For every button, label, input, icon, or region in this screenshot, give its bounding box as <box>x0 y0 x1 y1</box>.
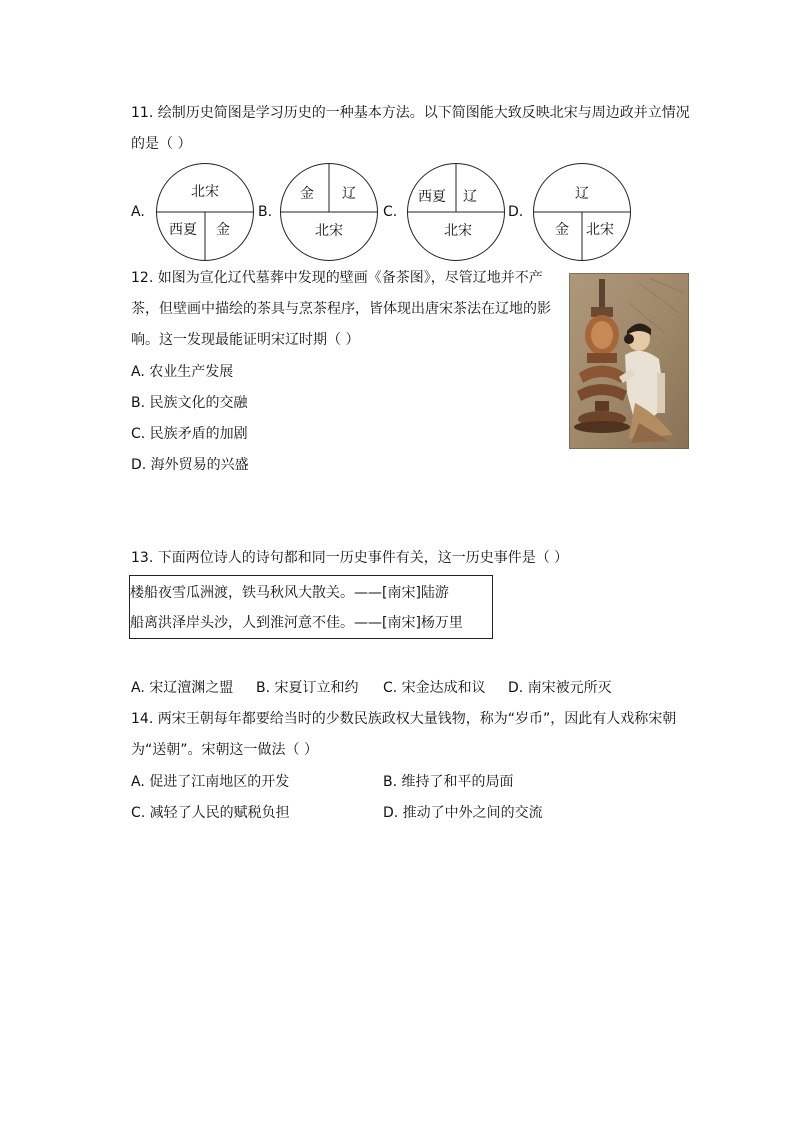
q13-option-b: B. 宋夏订立和约 <box>256 680 359 696</box>
q12-stem-line3: 响。这一发现最能证明宋辽时期（ ） <box>131 332 360 348</box>
q11-c-label-bottom: 北宋 <box>444 223 472 239</box>
q14-stem-line1: 14. 两宋王朝每年都要给当时的少数民族政权大量钱物，称为“岁币”，因此有人戏称宋朝 <box>131 711 677 727</box>
q11-b-label-bottom: 北宋 <box>315 223 343 239</box>
q11-a-label-bottom-left: 西夏 <box>169 222 197 238</box>
q14-stem-line2: 为“送朝”。宋朝这一做法（ ） <box>131 742 318 758</box>
q11-option-a-diagram <box>155 162 255 262</box>
q11-a-label-top: 北宋 <box>191 184 219 200</box>
q11-option-d-diagram <box>532 162 632 262</box>
poem-quote-box <box>129 575 493 639</box>
q12-option-c: C. 民族矛盾的加剧 <box>131 426 248 442</box>
tea-preparation-mural-image <box>569 273 689 449</box>
q11-option-d-letter: D. <box>508 204 524 220</box>
q12-option-a: A. 农业生产发展 <box>131 364 234 380</box>
q13-stem: 13. 下面两位诗人的诗句都和同一历史事件有关，这一历史事件是（ ） <box>131 550 569 566</box>
q14-option-b: B. 维持了和平的局面 <box>383 774 514 790</box>
q11-stem-line1: 11. 绘制历史简图是学习历史的一种基本方法。以下简图能大致反映北宋与周边政并立情况 <box>131 105 690 121</box>
q12-stem-line2: 茶，但壁画中描绘的茶具与烹茶程序，皆体现出唐宋茶法在辽地的影 <box>131 301 551 317</box>
q13-option-c: C. 宋金达成和议 <box>383 680 486 696</box>
q11-b-label-top-right: 辽 <box>342 186 356 202</box>
q11-d-label-top: 辽 <box>575 186 589 202</box>
poem-line-lu-you: 楼船夜雪瓜洲渡，铁马秋风大散关。——[南宋]陆游 <box>130 585 449 601</box>
q11-option-b-diagram <box>279 162 379 262</box>
q12-option-b: B. 民族文化的交融 <box>131 395 248 411</box>
q11-b-label-top-left: 金 <box>300 186 314 202</box>
q11-option-c-letter: C. <box>383 204 398 220</box>
q11-d-label-bottom-right: 北宋 <box>586 222 614 238</box>
q13-option-d: D. 南宋被元所灭 <box>508 680 612 696</box>
q11-a-label-bottom-right: 金 <box>216 222 230 238</box>
q14-option-a: A. 促进了江南地区的开发 <box>131 774 290 790</box>
q14-option-d: D. 推动了中外之间的交流 <box>383 805 543 821</box>
q11-option-a-letter: A. <box>131 204 145 220</box>
q11-d-label-bottom-left: 金 <box>555 222 569 238</box>
q11-c-label-top-left: 西夏 <box>418 189 446 205</box>
q12-stem-line1: 12. 如图为宣化辽代墓葬中发现的壁画《备茶图》，尽管辽地并不产 <box>131 270 543 286</box>
q11-option-c-diagram <box>406 162 506 262</box>
q13-option-a: A. 宋辽澶渊之盟 <box>131 680 234 696</box>
q11-stem-line2: 的是（ ） <box>131 136 192 152</box>
poem-line-yang-wanli: 船离洪泽岸头沙，人到淮河意不佳。——[南宋]杨万里 <box>130 615 463 631</box>
q11-option-b-letter: B. <box>258 204 273 220</box>
q14-option-c: C. 减轻了人民的赋税负担 <box>131 805 290 821</box>
q12-option-d: D. 海外贸易的兴盛 <box>131 457 249 473</box>
q11-c-label-top-right: 辽 <box>463 189 477 205</box>
